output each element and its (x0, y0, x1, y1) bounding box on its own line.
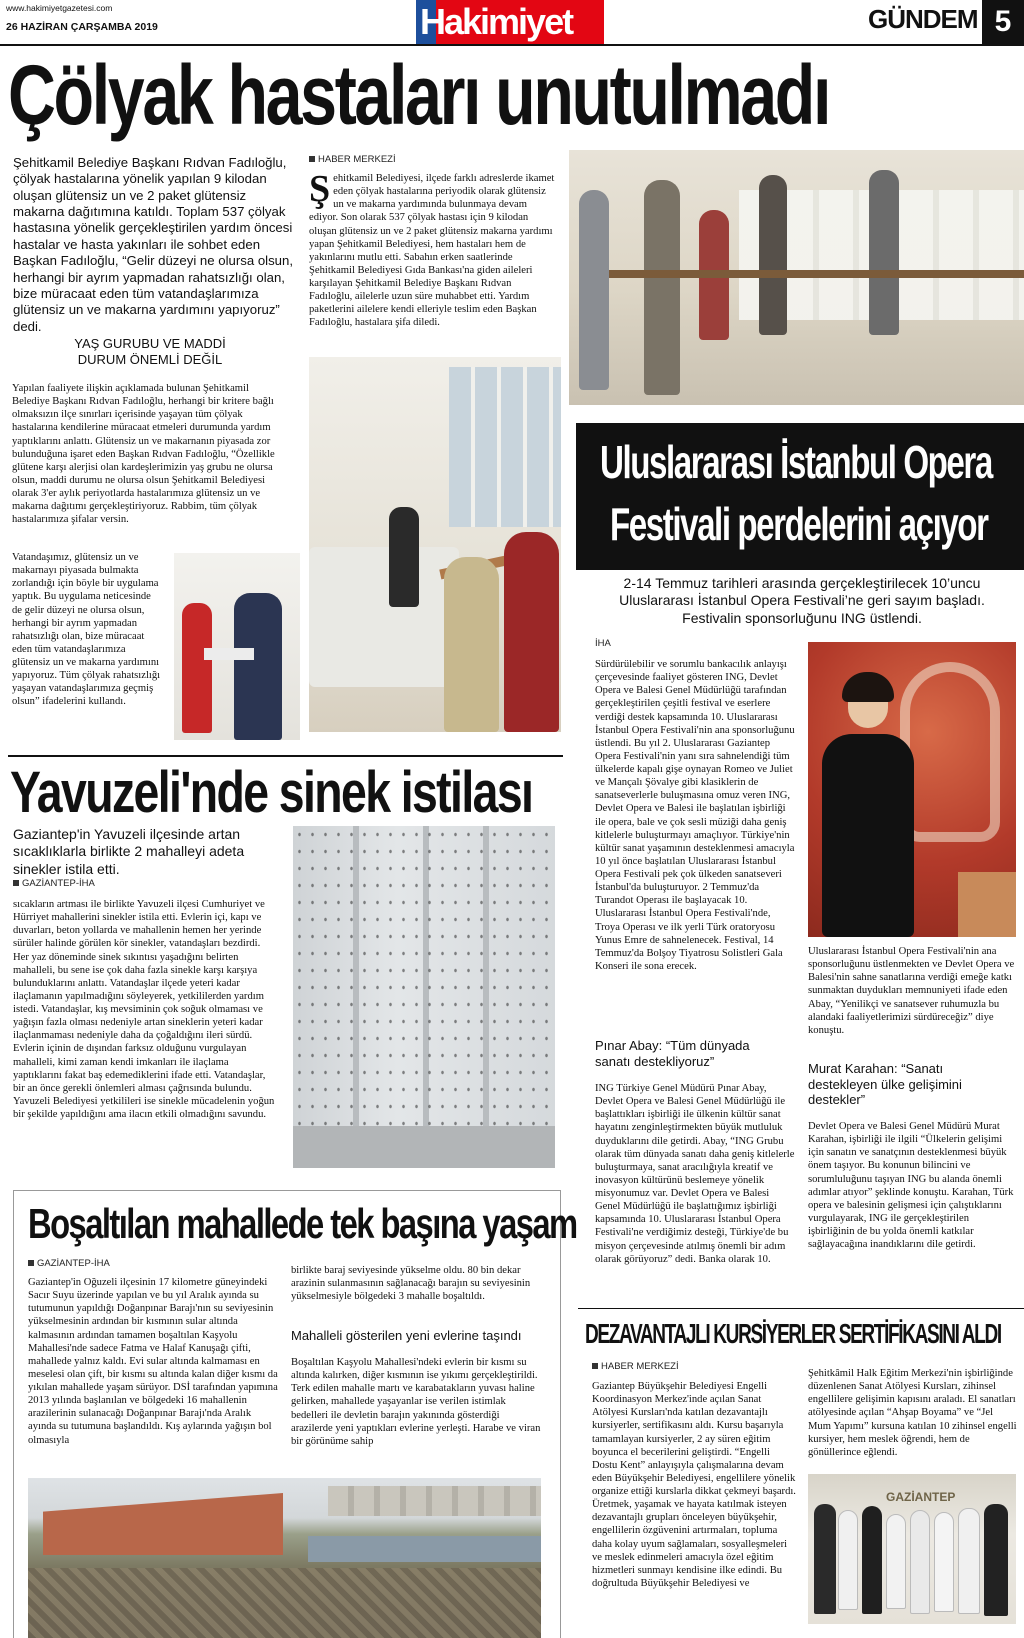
story1-lead: Şehitkamil Belediye Başkanı Rıdvan Fadıloğlu, çölyak hastalarına yönelik yapılan 9 kilodan oluşan glütensiz un ve 2 paket glütensiz makarna dağıtımına katıldı. Toplam 537 çölyak hastasına yönelik gerçekleştirilen yardım öncesi hastalar ve hasta yakınları ile sohbet eden Başkan Fadıloğlu, “Gelir düzeyi ne olursa olsun, herhangi bir ayrım yapmadan rahatsızlığı olan, bize müracaat eden tüm vatandaşlarımıza glütensiz un ve makarna yardımını yapıyoruz” dedi. (13, 155, 294, 334)
story1-headline: Çölyak hastaları unutulmadı (8, 48, 830, 142)
logo-text: Hakimiyet (420, 1, 573, 42)
story5-byline (592, 1361, 679, 1372)
dropcap-icon: Ş (309, 168, 331, 210)
story4-col2b: Boşaltılan Kaşyolu Mahallesi'ndeki evlerin bir kısmı su altında kalırken, diğer kısmının ise yıkımı gerçekleştirildi. Terk edilen mahalle martı ve karabatakların yuvası haline gelirken, mahallede yaşayanlar ise verilen istimlak bedelleri ile devletin barajın yakınında gösterdiği arazilerde yeni yaptıkları evlerine yerleşti. Harabe ve viran bir görünüme sahip (291, 1357, 541, 1447)
story5-photo-sign: GAZİANTEP (886, 1490, 956, 1504)
story5-col1: Gaziantep Büyükşehir Belediyesi Engelli Koordinasyon Merkez'inde açılan Sanat Atölyesi Kursları'nda katılan dezavantajlı kursiyerler, sertifikasını aldı. Kursu başarıyla tamamlayan kursiyerler, 2 ay süren eğitim boyunca el becerilerini geliştirdi. “Engelli Dostu Kent” anlayışıyla çalışmalarına devam eden Büyükşehir Belediyesi, engellilere yönelik organize ettiği kurslarla dikkat çekmeyi başardı. Üretmek, yaşamak ve hayata katılmak isteyen dezavantajlı grupları önceleyen büyükşehir, engellilerin özgüvenini artırmaları, topluma daha kolay uyum sağlamaları, sosyalleşmeleri ve meslek edinmeleri amacıyla özel eğitim hizmetleri sunmayı kendisine ilke edindi. Bu doğrultuda Büyükşehir Belediyesi ve (592, 1381, 796, 1589)
story5-top-rule (578, 1308, 1024, 1309)
story3-top-rule (8, 755, 563, 757)
story1-byline (309, 154, 396, 165)
story1-photo-small (174, 553, 300, 740)
byline-text: HABER MERKEZİ (318, 154, 396, 165)
story2-col2: Uluslararası İstanbul Opera Festivali'nin ana sponsorluğunu üstlenmekten ve Devlet Opera ve Balesi'nin sahne sanatlarına verdiği emeğe katkı sunmaktan duydukları memnuniyeti ifade eden Abay, “Yenilikçi ve sanatsever ruhumuzla bu alandaki faaliyetlerimizi sürdüreceğiz” diye konuştu. (808, 946, 1015, 1036)
byline-text: GAZİANTEP-İHA (37, 1258, 110, 1269)
story3-headline: Yavuzeli'nde sinek istilası (10, 760, 533, 825)
story5-headline: DEZAVANTAJLI KURSİYERLER SERTİFİKASINI ALDI (585, 1318, 1001, 1349)
story3-lead: Gaziantep'in Yavuzeli ilçesinde artan sıcaklıklarla birlikte 2 mahalleyi adeta sinekler istila etti. (13, 826, 245, 877)
story2-headline-line1: Uluslararası İstanbul Opera (600, 436, 992, 488)
story2-byline: İHA (595, 638, 611, 649)
story4-col1: Gaziantep'in Oğuzeli ilçesinin 17 kilometre güneyindeki Sacır Suyu üzerinde yapılan ve bu yıl Aralık ayında su tutumunun yapıldığı Doğanpınar Barajı'nın su seviyesinin yükselmesinin ardından bir kısmının sular altında kalmasının ardından tamamen boşaltılan Kaşyolu Mahallesi'nde sadece Fatma ve Halaf Kanuşağı çifti, mahallede yalnız kaldı. Evi sular altında kalmaması en meselesi olan çift, bir kısmı su altında kalan diğer kısmı da yıkılan mahallede yaşam sürüyor. DSİ tarafından yapımına 2013 yılında başlanılan ve bölgedeki 16 mahallenin arazilerinin sulanacağı Doğanpınar Barajı'nda Aralık ayında su tutumuna başlandıldı. Kış aylarında yağışın bol olmasıyla (28, 1277, 278, 1446)
story4-headline: Boşaltılan mahallede tek başına yaşam (28, 1200, 577, 1247)
byline-square-icon (592, 1363, 598, 1369)
story4-byline (28, 1258, 110, 1269)
story2-col1: Sürdürülebilir ve sorumlu bankacılık anlayışı çerçevesinde faaliyet gösteren ING, Devlet Opera ve Balesi Genel Müdürlüğü tarafından gerçekleştirilen çeşitli festival ve eserlere verdiği destek kapsamında 10. Uluslararası İstanbul Opera Festivali'nin ana sponsorluğunu üstlendi. Bu yıl 2. Uluslararası Gaziantep Opera Festivali'nin yanı sıra sahnelendiği tüm ülkelerde kapalı gişe oynayan Romeo ve Juliet ve Mançalı Şövalye gibi klasiklerin de sanatseverlerle buluşmasına omuz veren ING, Devlet Opera ve Balesi ile başlatılan işbirliği ile opera, bale ve çok sesli müziği daha geniş kitlelerle buluşturmayı amaçlıyor. Türkiye'nin kültür sanat yaşamının desteklenmesi amacıyla 10 yıl önce başlatılan Uluslararası İstanbul Opera Festivali pek çok ülkeden sanatseveri İstanbul'da buluşturuyor. 2 Temmuz'da Turandot Operası ile başlayacak 10. Uluslararası İstanbul Opera Festivali'nde, Troya Operası ve ilk yerli Türk oratoryosu Yunus Emre de sahnelenecek. Festival, 14 Temmuz'da Bolşoy Tiyatrosu Solistleri Gala Konseri ile sona erecek. (595, 659, 795, 972)
story5-photo-group (808, 1474, 1016, 1624)
story3-photo-flies (293, 826, 555, 1168)
byline-square-icon (13, 880, 19, 886)
story2-headline-line2: Festivali perdelerini açıyor (610, 498, 988, 550)
story1-right-column (309, 168, 557, 330)
story2-photo-portrait (808, 642, 1016, 937)
story2-subhead2: Murat Karahan: “Sanatı destekleyen ülke gelişimini destekler” (808, 1061, 962, 1108)
story1-left-column: Yapılan faaliyete ilişkin açıklamada bulunan Şehitkamil Belediye Başkanı Rıdvan Fadıloğlu, herhangi bir kritere bağlı olmaksızın ilçe sınırları içerisinde yaşayan tüm çölyak hastalarına kendilerine müracaat etmeleri durumunda yardım yaptıklarını anlattı. Glütensiz un ve makarnanın piyasada zor bulunduğuna işaret eden Başkan Rıdvan Fadıloğlu, “Özellikle glütene karşı alerjisi olan kardeşlerimizin yaş grubu ne olursa olsun, maddi durumu ne olursa olsun Şehitkamil Belediyesi olarak 3'er aylık periyotlarda hastalarımıza glütensiz un ve makarna dağıtımı gerçekleştiriyoruz. Rabbim, tüm çölyak hastalarımıza şifalar versin. (12, 383, 275, 526)
story3-body: sıcakların artması ile birlikte Yavuzeli ilçesi Cumhuriyet ve Hürriyet mahallerini sinekler istila etti. Evlerin içi, kapı ve duvarları, beton yollarda ve mahallenin hemen her yerinde sürüler halinde görülen kör sinekler, vatandaşları bezdirdi. Her yaz döneminde sinek sıkıntısı yaşadığını belirten mahalleli, bu sene ise çok daha fazla sinekle karşı karşıya bulunduklarını anlattı. Vatandaşlar ilçede yeteri kadar ilaçlamanın yapılmadığını söyleyerek, yetkililerden yardım istedi. Vatandaşlar, kış mevsiminin çok soğuk olmaması ve yağışın fazla olması nedeniyle artan sineklerin yeteri kadar ilaçlanmaması nedeniyle daha da çoğaldığını ileri sürdü. Evlerin içinin de dışından farksız olduğunu vurgulayan mahalleli, kimi zaman kendi imkanları ile ilaçlama yaptıklarını fakat baş edemediklerini ifade etti. Vatandaşlar, bir an önce gerekli önlemleri alması çağrısında bulundu. Yavuzeli Belediyesi yetkilileri ise sinekle mücadelenin yoğun bir şekilde yapıldığını ama ilacın etkili olmadığını savundu. (13, 899, 275, 1120)
site-url: www.hakimiyetgazetesi.com (6, 3, 113, 13)
story2-lead: 2-14 Temmuz tarihleri arasında gerçekleştirilecek 10’uncu Uluslararası İstanbul Opera Festivali’ne geri sayım başladı. Festivalin sponsorluğunu ING üstlendi. (619, 575, 985, 626)
masthead-logo (416, 0, 604, 44)
story1-right-text: ehitkamil Belediyesi, ilçede farklı adreslerde ikamet eden çölyak hastalarına periyodik olarak glütensiz un ve makarna yardımında bulunmaya devam ediyor. Son olarak 537 çölyak hastası için 9 kilodan oluşan glütensiz un ve 2 paket glütensiz makarna yardımı yapan Şehitkamil Belediyesi, hem hastaları hem de yakınlarını mutlu etti. Sabahın erken saatlerinde Şehitkamil Belediyesi Gıda Bankası'na giden aileleri karşılayan Şehitkamil Belediye Başkanı Rıdvan Fadıloğlu, ailelerle uzun süre muhabbet etti. Yardım paketlerini ailelere kendi elleriyle teslim eden Başkan Fadıloğlu, hastalara şifa diledi. (309, 173, 555, 329)
story2-headline-band (576, 423, 1024, 570)
story2-col2b: Devlet Opera ve Balesi Genel Müdürü Murat Karahan, işbirliği ile ilgili “Ülkelerin gelişimi için sanatın ve sanatçının desteklenmesi büyük önem taşıyor. Bu konunun bilincini ve sorumluluğunu taşıyan ING bu alanda önemli adımlar atıyor” şeklinde konuştu. Karahan, Türk opera ve balesinin gelişmesi için çalıştıklarını vurgulayarak, ING ile gerçekleştirilen işbirliğinin de bu yolda önemli katkılar sağlayacağına inandıklarını dile getirdi. (808, 1121, 1014, 1251)
page-number: 5 (982, 0, 1024, 44)
story4-photo-village (28, 1478, 541, 1638)
byline-square-icon (309, 156, 315, 162)
story4-subhead: Mahalleli gösterilen yeni evlerine taşındı (291, 1328, 522, 1343)
section-title: GÜNDEM (868, 4, 978, 34)
story1-photo-mayor (309, 357, 561, 732)
story2-col1b: ING Türkiye Genel Müdürü Pınar Abay, Devlet Opera ve Balesi Genel Müdürlüğü ile başlattıkları işbirliği ile ülkenin kültür sanat hayatını zenginleştirmekten büyük mutluluk duyduklarını dile getirdi. Abay, “ING Grubu olarak tüm dünyada sanatı daha geniş kitlelerle buluşturmaya, sanat aracılığıyla kreatif ve inovasyon kültürünü beslemeye yönelik misyonumuz var. Devlet Opera ve Balesi Genel Müdürlüğü ile başlattığımız işbirliği kapsamında 10. Uluslararası İstanbul Opera Festivali'ne verdiğimiz desteği, Türkiye'de bu misyon çerçevesinde atılmış önemli bir adım olarak görüyoruz” dedi. Banka olarak 10. (595, 1083, 795, 1265)
story1-photo-distribution (569, 150, 1024, 405)
issue-date: 26 HAZİRAN ÇARŞAMBA 2019 (6, 21, 158, 33)
byline-text: HABER MERKEZİ (601, 1361, 679, 1372)
story2-subhead1: Pınar Abay: “Tüm dünyada sanatı destekliyoruz” (595, 1038, 750, 1069)
story3-byline (13, 878, 95, 889)
story1-left-narrow-column: Vatandaşımız, glütensiz un ve makarnayı piyasada bulmakta zorlandığı için böyle bir uygulama yaptık. Bu uygulama neticesinde de gelir düzeyi ne olursa olsun, herhangi bir ayrım yapmadan rahatsızlığı olan, bize müracaat eden tüm vatandaşlarımıza glütensiz un ve makarna yardımını yapıyoruz. Tüm çölyak rahatsızlığı yaşayan vatandaşlarımıza geçmiş olsun” ifadelerini kullandı. (12, 552, 161, 708)
byline-square-icon (28, 1260, 34, 1266)
story1-subhead: YAŞ GURUBU VE MADDİ DURUM ÖNEMLİ DEĞİL (74, 336, 226, 367)
byline-text: GAZİANTEP-İHA (22, 878, 95, 889)
story5-col2: Şehitkâmil Halk Eğitim Merkezi'nin işbirliğinde düzenlenen Sanat Atölyesi Kursları, zihinsel engellilere gelişimin kapısını araladı. El sanatları atölyesinde açılan “Ahşap Boyama” ve “Jel Mum Yapımı” kursuna katılan 10 zihinsel engelli kursiyer, hem meslek öğrendi, hem de gönüllerince eğlendi. (808, 1368, 1017, 1458)
story4-col2a: birlikte baraj seviyesinde yükselme oldu. 80 bin dekar arazinin sulanmasının sağlanacağı barajın su seviyesinin yükselmesiyle bölgedeki 3 mahalle boşaltıldı. (291, 1265, 531, 1303)
masthead-rule (0, 44, 1024, 46)
